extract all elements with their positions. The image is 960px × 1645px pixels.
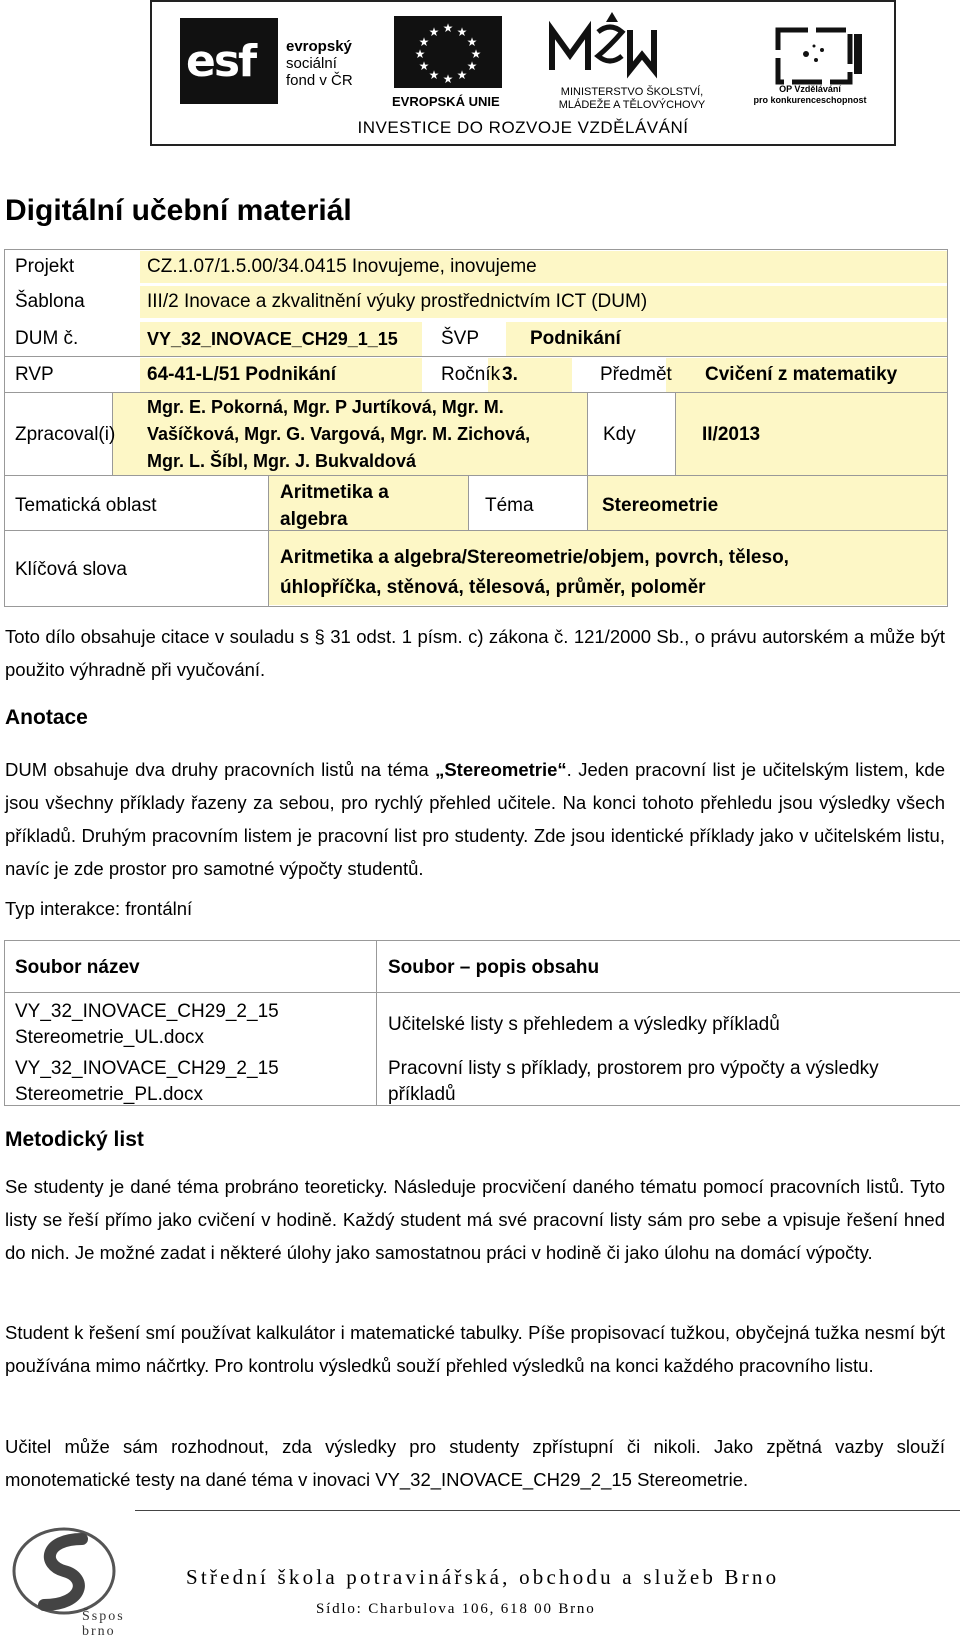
svg-text:★: ★ xyxy=(456,25,468,39)
msmt-text: MINISTERSTVO ŠKOLSTVÍ, MLÁDEŽE A TĚLOVÝCHOVY xyxy=(558,86,706,111)
svg-text:★: ★ xyxy=(428,25,440,39)
predmet-label: Předmět xyxy=(600,364,672,385)
svg-text:★: ★ xyxy=(442,72,454,86)
rvp-label: RVP xyxy=(15,364,54,385)
svg-text:★: ★ xyxy=(414,47,426,61)
footer-divider xyxy=(135,1510,960,1511)
sablona-value: III/2 Inovace a zkvalitnění výuky prostřednictvím ICT (DUM) xyxy=(147,291,648,312)
oblast-value: Aritmetika a algebra xyxy=(280,482,389,530)
zpracoval-value: Mgr. E. Pokorná, Mgr. P Jurtíková, Mgr. M. Vašíčková, Mgr. G. Vargová, Mgr. M. Zichová, Mgr. L. Šíbl, Mgr. J. Bukvaldová xyxy=(147,397,531,471)
svp-value: Podnikání xyxy=(530,328,621,349)
svg-text:★: ★ xyxy=(428,68,440,82)
slova-value: Aritmetika a algebra/Stereometrie/objem, povrch, těleso, úhlopříčka, stěnová, tělesová, průměr, poloměr xyxy=(280,547,789,598)
file-row-name: VY_32_INOVACE_CH29_2_15 Stereometrie_UL.docx xyxy=(15,1001,279,1048)
typ-interakce: Typ interakce: frontální xyxy=(5,898,193,919)
tema-value: Stereometrie xyxy=(602,495,719,516)
school-name: Střední škola potravinářská, obchodu a služeb Brno xyxy=(186,1565,780,1589)
svg-text:★: ★ xyxy=(456,68,468,82)
msmt-logo xyxy=(542,10,662,80)
metodicky-heading: Metodický list xyxy=(5,1128,144,1151)
logo-banner: esf evropský sociální fond v ČR ★ ★ ★ ★ ★ ★ ★ ★ ★ ★ ★ ★ EVROPSKÁ UNIE MINISTERSTVO ŠKOLSTVÍ, MLÁDEŽE A TĚLOVÝCHOVY OP Vzdělávání pro konkurenceschopnost INVESTICE DO ROZVOJE VZDĚLÁVÁNÍ xyxy=(150,0,896,146)
tema-label: Téma xyxy=(485,495,534,516)
svg-text:★: ★ xyxy=(466,59,478,73)
dum-value: VY_32_INOVACE_CH29_1_15 xyxy=(147,329,398,349)
eu-flag-icon xyxy=(394,16,502,88)
school-logo: Šspos brno xyxy=(4,1525,128,1643)
svg-text:★: ★ xyxy=(418,59,430,73)
predmet-value: Cvičení z matematiky xyxy=(705,364,898,385)
zpracoval-label: Zpracoval(i) xyxy=(15,424,116,445)
svg-text:★: ★ xyxy=(418,35,430,49)
anotace-text: DUM obsahuje dva druhy pracovních listů na téma „Stereometrie“. Jeden pracovní list je učitelským listem, kde jsou všechny příklady řazeny za sebou, pro rychlý přehled učitele. Na konci tohoto přehledu jsou výsledky všech příkladů. Druhým pracovním listem je pracovní list pro studenty. Zde jsou identické příklady jako v učitelském listu, navíc je zde prostor pro samotné výpočty studentů. xyxy=(5,759,945,879)
projekt-value: CZ.1.07/1.5.00/34.0415 Inovujeme, inovujeme xyxy=(147,256,537,277)
kdy-value: II/2013 xyxy=(702,424,761,445)
anotace-heading: Anotace xyxy=(5,706,88,729)
file-row-desc: Učitelské listy s přehledem a výsledky příkladů xyxy=(388,1014,780,1035)
file-row-desc: Pracovní listy s příklady, prostorem pro výpočty a výsledky příkladů xyxy=(388,1058,879,1105)
file-row-name: VY_32_INOVACE_CH29_2_15 Stereometrie_PL.docx xyxy=(15,1058,279,1105)
rocnik-value: 3. xyxy=(502,364,518,385)
op-logo xyxy=(770,24,866,88)
svg-text:★: ★ xyxy=(470,47,482,61)
sablona-label: Šablona xyxy=(15,291,85,312)
files-header-name: Soubor název xyxy=(15,957,140,978)
oblast-label: Tematická oblast xyxy=(15,495,157,516)
citace-text: Toto dílo obsahuje citace v souladu s § 31 odst. 1 písm. c) zákona č. 121/2000 Sb., o právu autorském a může být použito výhradně při vyučování. xyxy=(5,626,945,680)
slova-label: Klíčová slova xyxy=(15,559,127,580)
esf-logo: esf xyxy=(180,18,278,104)
files-header-desc: Soubor – popis obsahu xyxy=(388,957,600,978)
svg-text:★: ★ xyxy=(442,21,454,35)
school-address: Sídlo: Charbulova 106, 618 00 Brno xyxy=(316,1601,596,1617)
metodicky-paragraph: Student k řešení smí používat kalkulátor i matematické tabulky. Píše propisovací tužkou, obyčejná tužka nesmí být používána mimo náčrtky. Pro kontrolu výsledků souží přehled výsledků na konci každého pracovního listu. xyxy=(5,1322,945,1376)
page-title: Digitální učební materiál xyxy=(5,194,352,227)
svp-label: ŠVP xyxy=(441,328,480,349)
rvp-value: 64-41-L/51 Podnikání xyxy=(147,364,337,385)
rocnik-label: Ročník xyxy=(441,364,501,385)
metodicky-paragraph: Se studenty je dané téma probráno teoreticky. Následuje procvičení daného tématu pomocí pracovních listů. Tyto listy se řeší přímo jako cvičení v hodině. Každý student má své pracovní listy sám pro sebe a vpisuje řešení hned do nich. Je možné zadat i některé úlohy jako samostatnou práci v hodině či jako úlohu na domácí výpočty. xyxy=(5,1176,945,1263)
svg-text:★: ★ xyxy=(466,35,478,49)
projekt-label: Projekt xyxy=(15,256,75,277)
investice-text: INVESTICE DO ROZVOJE VZDĚLÁVÁNÍ xyxy=(357,118,689,137)
dum-label: DUM č. xyxy=(15,328,79,349)
metodicky-paragraph: Učitel může sám rozhodnout, zda výsledky pro studenty zpřístupní či nikoli. Jako zpětná vazby slouží monotematické testy na dané téma v inovaci VY_32_INOVACE_CH29_2_15 Stereometrie. xyxy=(5,1436,945,1490)
op-text: OP Vzdělávání pro konkurenceschopnost xyxy=(753,84,867,105)
kdy-label: Kdy xyxy=(603,424,636,445)
esf-text: evropský sociální fond v ČR xyxy=(286,38,353,89)
